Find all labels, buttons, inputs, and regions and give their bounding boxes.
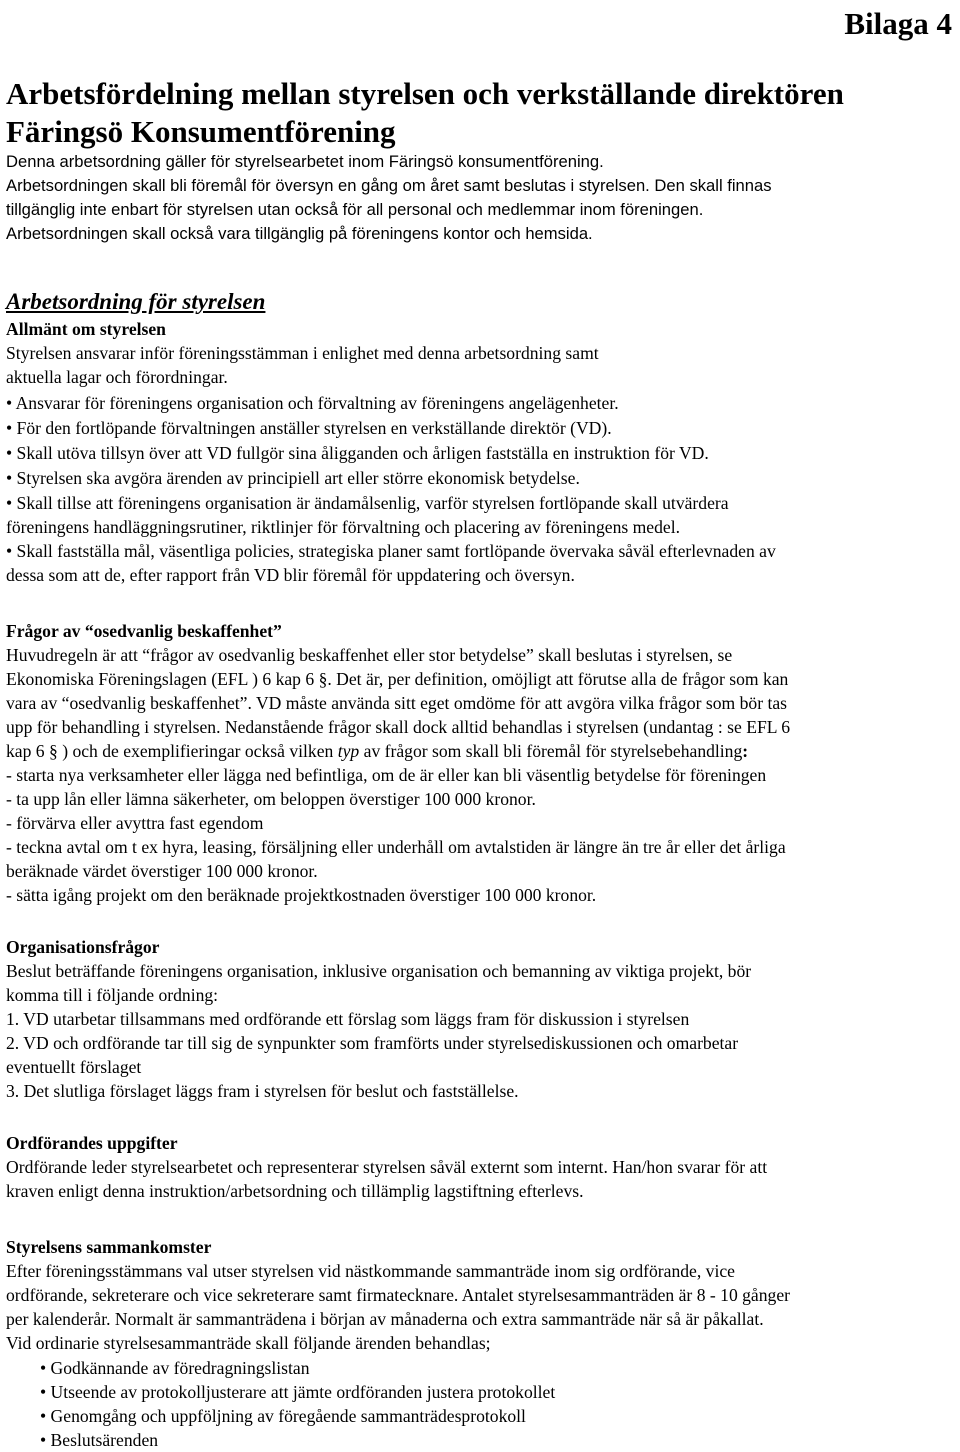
intro-line: tillgänglig inte enbart för styrelsen utan också för all personal och medlemmar inom föreningen. (6, 200, 704, 219)
agenda-item: • Genomgång och uppföljning av föregående sammanträdesprotokoll (40, 1406, 526, 1426)
fragor-line (6, 739, 748, 763)
fragor-item: beräknade värdet överstiger 100 000 kronor. (6, 861, 318, 881)
document-title: Arbetsfördelning mellan styrelsen och verkställande direktören (6, 76, 844, 111)
organisation-step: 3. Det slutliga förslaget läggs fram i styrelsen för beslut och fastställelse. (6, 1081, 519, 1101)
sammankomster-line: per kalenderår. Normalt är sammanträdena i början av månaderna och extra sammanträde när så är påkallat. (6, 1309, 764, 1329)
allmant-line: föreningens handläggningsrutiner, riktlinjer för förvaltning och placering av föreningens medel. (6, 517, 681, 537)
organisation-heading: Organisationsfrågor (6, 937, 160, 957)
sammankomster-heading: Styrelsens sammankomster (6, 1237, 212, 1257)
sammankomster-line: ordförande, sekreterare och vice sekreterare samt firmatecknare. Antalet styrelsesammanträden är 8 - 10 gånger (6, 1285, 791, 1305)
agenda-item: • Utseende av protokolljusterare att jämte ordföranden justera protokollet (40, 1382, 556, 1402)
organisation-step: 1. VD utarbetar tillsammans med ordförande ett förslag som läggs fram för diskussion i styrelsen (6, 1009, 690, 1029)
allmant-bullet: • Skall fastställa mål, väsentliga policies, strategiska planer samt fortlöpande övervaka såväl efterlevnaden av (6, 541, 776, 561)
allmant-bullet: • Skall tillse att föreningens organisation är ändamålsenlig, varför styrelsen fortlöpande skall utvärdera (6, 493, 729, 513)
agenda-item: • Beslutsärenden (40, 1430, 159, 1450)
fragor-line5-text: kap 6 § ) och de exemplifieringar också vilken (6, 741, 338, 761)
fragor-item: - sätta igång projekt om den beräknade projektkostnaden överstiger 100 000 kronor. (6, 885, 597, 905)
allmant-bullet: • Ansvarar för föreningens organisation och förvaltning av föreningens angelägenheter. (6, 393, 619, 413)
allmant-bullet: • Styrelsen ska avgöra ärenden av principiell art eller större ekonomisk betydelse. (6, 468, 580, 488)
ordforande-line: Ordförande leder styrelsearbetet och representerar styrelsen såväl externt som internt. Han/hon svarar för att (6, 1157, 768, 1177)
fragor-line5-colon: : (742, 741, 749, 761)
allmant-bullet: • För den fortlöpande förvaltningen anställer styrelsen en verkställande direktör (VD). (6, 418, 612, 438)
appendix-label: Bilaga 4 (844, 6, 952, 41)
allmant-line: Styrelsen ansvarar inför föreningsstämman i enlighet med denna arbetsordning samt (6, 343, 599, 363)
document-subtitle: Färingsö Konsumentförening (6, 114, 396, 149)
fragor-line5-text: av frågor som skall bli föremål för styrelsebehandling (359, 741, 743, 761)
allmant-bullet: • Skall utöva tillsyn över att VD fullgör sina åligganden och årligen fastställa en instruktion för VD. (6, 443, 709, 463)
agenda-item: • Godkännande av föredragningslistan (40, 1358, 310, 1378)
fragor-line: Ekonomiska Föreningslagen (EFL ) 6 kap 6 §. Det är, per definition, omöjligt att förutse alla de frågor som kan (6, 669, 789, 689)
fragor-line5-italic: typ (337, 741, 360, 761)
intro-line: Arbetsordningen skall också vara tillgänglig på föreningens kontor och hemsida. (6, 224, 593, 243)
fragor-item: - ta upp lån eller lämna säkerheter, om beloppen överstiger 100 000 kronor. (6, 789, 536, 809)
section-heading: Arbetsordning för styrelsen (6, 289, 266, 314)
organisation-line: eventuellt förslaget (6, 1057, 142, 1077)
organisation-line: Beslut beträffande föreningens organisation, inklusive organisation och bemanning av viktiga projekt, bör (6, 961, 752, 981)
sammankomster-line: Efter föreningsstämmans val utser styrelsen vid nästkommande sammanträde inom sig ordförande, vice (6, 1261, 735, 1281)
sammankomster-line: Vid ordinarie styrelsesammanträde skall följande ärenden behandlas; (6, 1333, 491, 1353)
fragor-item: - teckna avtal om t ex hyra, leasing, försäljning eller underhåll om avtalstiden är längre än tre år eller det årliga (6, 837, 786, 857)
fragor-item: - förvärva eller avyttra fast egendom (6, 813, 264, 833)
fragor-item: - starta nya verksamheter eller lägga ned befintliga, om de är eller kan bli väsentlig betydelse för föreningen (6, 765, 767, 785)
ordforande-heading: Ordförandes uppgifter (6, 1133, 178, 1153)
intro-line: Arbetsordningen skall bli föremål för översyn en gång om året samt beslutas i styrelsen. Den skall finnas (6, 176, 772, 195)
fragor-heading: Frågor av “osedvanlig beskaffenhet” (6, 621, 282, 641)
ordforande-line: kraven enligt denna instruktion/arbetsordning och tillämplig lagstiftning efterlevs. (6, 1181, 584, 1201)
allmant-line: dessa som att de, efter rapport från VD blir föremål för uppdatering och översyn. (6, 565, 575, 585)
fragor-line: Huvudregeln är att “frågor av osedvanlig beskaffenhet eller stor betydelse” skall beslutas i styrelsen, se (6, 645, 733, 665)
intro-line: Denna arbetsordning gäller för styrelsearbetet inom Färingsö konsumentförening. (6, 152, 604, 171)
allmant-line: aktuella lagar och förordningar. (6, 367, 228, 387)
allmant-heading: Allmänt om styrelsen (6, 319, 166, 339)
organisation-line: komma till i följande ordning: (6, 985, 219, 1005)
fragor-line: vara av “osedvanlig beskaffenhet”. VD måste använda sitt eget omdöme för att avgöra vilka frågor som bör tas (6, 693, 788, 713)
organisation-step: 2. VD och ordförande tar till sig de synpunkter som framförts under styrelsediskussionen och omarbetar (6, 1033, 739, 1053)
fragor-line: upp för behandling i styrelsen. Nedanstående frågor skall dock alltid behandlas i styrelsen (undantag : se EFL 6 (6, 717, 791, 737)
